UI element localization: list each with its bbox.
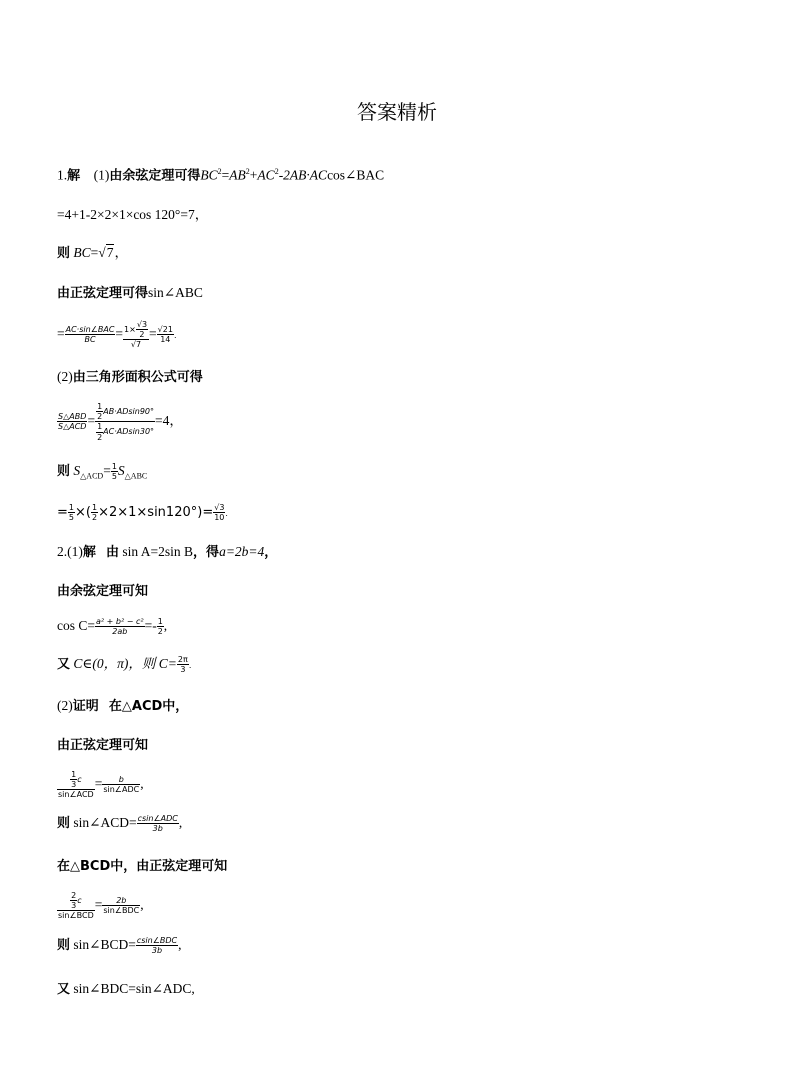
area-ratio xyxy=(57,412,87,431)
s-symbol: S xyxy=(117,462,125,478)
one: 1 xyxy=(97,402,103,411)
num: 1 xyxy=(91,503,98,512)
q1-line1 xyxy=(57,168,384,183)
proof-label: 证明 xyxy=(72,699,99,714)
two-thirds-c-fraction xyxy=(57,891,95,921)
solution-label: 解 xyxy=(82,545,96,560)
comma: ， xyxy=(114,245,128,260)
sqrt-seven: √7 xyxy=(98,245,114,260)
final-equation: sin∠BDC=sin∠ADC xyxy=(73,981,192,996)
question-number: 1. xyxy=(57,167,68,183)
product-term: -2AB·AC xyxy=(278,167,328,183)
den: 3 xyxy=(71,780,77,790)
q2-line11: 则 sin∠BCD= $\frac{\text{csin∠BDC}}{3b}$ , xyxy=(57,936,182,956)
third-c-fraction xyxy=(57,770,95,800)
cos-fraction xyxy=(95,617,145,636)
also-label: 又 xyxy=(57,982,71,997)
sin-rule-text: 由正弦定理可知 xyxy=(57,738,149,753)
s-abd: S△ABD xyxy=(58,412,87,422)
q1-line9: = $\frac{1}{5}$ ×( $\frac{1}{2}$ ×2×1×sin120°)= $\frac{√3}{10}$ . xyxy=(57,503,228,523)
one-fifth xyxy=(68,503,75,522)
area-formula-text: 由三角形面积公式可得 xyxy=(72,370,203,385)
sin-bcd: sin∠BCD= xyxy=(73,936,136,952)
q2-line3: cos C= $\frac{\text{a² + b² − c²}}{2ab}$ =- $\frac{1}{2}$ , xyxy=(57,617,168,637)
num: 2 xyxy=(71,891,77,900)
in-triangle-bcd: 在△BCD中，由正弦定理可知 xyxy=(57,859,228,874)
part-label: (2) xyxy=(57,698,73,713)
side-ac: AC xyxy=(257,167,275,183)
den: 3b xyxy=(152,824,163,834)
side-values: a=2b=4 xyxy=(219,544,265,559)
denominator: BC xyxy=(84,335,96,345)
one: 1 xyxy=(97,422,103,432)
num: 1 xyxy=(71,770,77,779)
side-bc: BC xyxy=(73,245,91,260)
num: csin∠BDC xyxy=(136,936,178,945)
equals-negative: =- xyxy=(144,617,157,633)
acad-term: AC·ADsin30° xyxy=(103,427,155,437)
part-label: (1) xyxy=(67,544,83,559)
subscript-abc: △ABC xyxy=(124,471,148,481)
one-half xyxy=(157,617,164,636)
equals: = xyxy=(90,245,99,260)
one-fifth xyxy=(111,462,118,481)
part-label: (2) xyxy=(57,369,73,384)
two-pi-over-3 xyxy=(177,655,189,674)
q2-line4: 又 C∈(0，π)，则 C= $\frac{2\pi}{3}$ . xyxy=(57,655,192,675)
area-expression xyxy=(95,402,155,442)
radicand: 7 xyxy=(136,340,142,350)
result-fraction xyxy=(136,936,178,955)
c: c xyxy=(77,896,82,906)
den: 2 xyxy=(157,627,163,637)
q2-line1 xyxy=(57,545,277,559)
also-label: 又 xyxy=(57,656,71,672)
solution-label: 解 xyxy=(67,168,81,184)
square: 2 xyxy=(245,167,250,176)
q1-line4 xyxy=(57,286,203,300)
two: 2 xyxy=(97,432,103,442)
q1-line5: = $\frac{\text{AC·sin∠BAC}}{BC}$ = 1× $\frac{√3}{2}$ √7 = $\frac{√21}{14}$ . xyxy=(57,320,177,350)
then-label: 则 xyxy=(57,815,71,831)
radicand: 21 xyxy=(162,325,173,335)
cos-rule-text: 由余弦定理可得 xyxy=(109,168,201,184)
then-label: 则 xyxy=(57,937,71,953)
q2-line6 xyxy=(57,738,148,752)
sin-bcd: sin∠BCD xyxy=(58,911,94,921)
sqrt3-over-2: $\frac{√3}{2}$ xyxy=(136,320,148,340)
q1-line3 xyxy=(57,246,128,260)
cos-rule-text: 由余弦定理可知 xyxy=(57,584,149,599)
product: ×2×1×sin120° xyxy=(98,505,198,521)
fraction-2: 1× $\frac{√3}{2}$ √7 xyxy=(124,320,148,350)
q2-line12: 又 sin∠BDC=sin∠ADC, xyxy=(57,981,195,997)
c: c xyxy=(77,775,82,785)
two: 2 xyxy=(97,412,103,422)
radicand: 3 xyxy=(219,503,225,512)
one-half xyxy=(91,503,98,522)
equals: = xyxy=(221,167,230,183)
sin-adc: sin∠ADC xyxy=(103,785,140,795)
times: × xyxy=(75,505,86,521)
den: 5 xyxy=(111,472,117,482)
denominator: 14 xyxy=(157,334,174,344)
denominator: 2ab xyxy=(112,627,128,637)
sin-acd: sin∠ACD xyxy=(58,790,94,800)
den: 3 xyxy=(71,901,77,911)
square: 2 xyxy=(274,167,279,176)
in-triangle-acd: 在△ACD中， xyxy=(108,699,189,714)
c-range: C∈(0，π)，则 xyxy=(73,655,156,671)
abad-term: AB·ADsin90° xyxy=(103,407,154,417)
den: 3b xyxy=(151,946,163,956)
numerator: a² + b² − c² xyxy=(96,617,144,626)
subscript-acd: △ACD xyxy=(80,471,104,481)
sin-bdc: sin∠BDC xyxy=(103,906,140,916)
part-label: (1) xyxy=(93,167,110,183)
q1-line2: =4+1-2×2×1×cos 120°=7， xyxy=(57,207,209,222)
side-ab: AB xyxy=(229,167,246,183)
radicand: 3 xyxy=(141,320,148,329)
num: 1 xyxy=(111,462,117,471)
den: 3 xyxy=(177,664,189,674)
c-equals: C= xyxy=(158,655,177,671)
cos-c: cos C= xyxy=(57,617,95,633)
result-fraction: $\frac{√3}{10}$ xyxy=(214,503,225,523)
q1-line8: 则 $S_{\triangle ACD}=$ $\frac{1}{5}$ $S_{\triangle ABC}$ xyxy=(57,462,148,482)
q2-line7: $\frac{1}{3}$ c sin∠ACD = $\frac{b}{\text{sin∠ADC}}$ , xyxy=(58,770,144,800)
side-bc: BC xyxy=(200,167,218,183)
question-number: 2. xyxy=(57,544,68,559)
numerator-a: 1× xyxy=(124,325,136,335)
fraction-1 xyxy=(65,325,116,344)
num: csin∠ADC xyxy=(137,814,178,823)
q2-line9 xyxy=(57,859,227,873)
num: 1 xyxy=(68,503,74,512)
q1-line6 xyxy=(57,370,203,384)
den: 10 xyxy=(214,513,225,523)
square: 2 xyxy=(217,167,222,176)
q2-line8: 则 sin∠ACD= $\frac{\text{csin∠ADC}}{3b}$ , xyxy=(57,814,183,834)
sin-abc: sin∠ABC xyxy=(148,285,203,300)
sin-rule-text: 由正弦定理可得 xyxy=(57,286,149,301)
then-label: 则 xyxy=(57,246,71,261)
result: =4， xyxy=(155,412,183,428)
get-label: ，得 xyxy=(193,545,220,560)
plus: + xyxy=(249,167,258,183)
b: b xyxy=(118,775,124,785)
2b-fraction xyxy=(102,896,140,915)
then-label: 则 xyxy=(57,463,71,479)
sin-acd: sin∠ACD= xyxy=(73,814,137,830)
s-acd: S△ACD xyxy=(58,422,87,432)
b-fraction xyxy=(102,775,140,794)
cos-bac: cos∠BAC xyxy=(327,167,385,183)
comma: ， xyxy=(264,545,278,560)
numerator: AC·sin∠BAC xyxy=(65,325,115,335)
num: 1 xyxy=(157,617,163,626)
den: 5 xyxy=(68,513,74,523)
q2-line2 xyxy=(57,584,148,598)
q2-line10: $\frac{2}{3}$ c sin∠BCD = $\frac{2b}{\text{sin∠BDC}}$ , xyxy=(58,891,144,921)
from-label: 由 xyxy=(106,545,120,560)
denominator: 2 xyxy=(136,329,148,339)
2b: 2b xyxy=(116,896,127,906)
den: 2 xyxy=(91,513,98,523)
sin-equation: sin A=2sin B xyxy=(122,544,194,559)
s-symbol: S xyxy=(73,462,81,478)
result-fraction xyxy=(137,814,179,833)
page-title: 答案精析 xyxy=(357,100,437,124)
radicand: 7 xyxy=(106,245,114,260)
fraction-3: $\frac{√21}{14}$ xyxy=(157,325,173,345)
q1-line7: $\frac{\text{S△ABD}}{\text{S△ACD}}$ = $\frac{1}{2}$ AB·ADsin90° $\frac{1}{2}$ AC·ADsin30° =4， xyxy=(58,402,183,442)
q2-line5 xyxy=(57,699,188,713)
num: 2π xyxy=(177,655,188,664)
